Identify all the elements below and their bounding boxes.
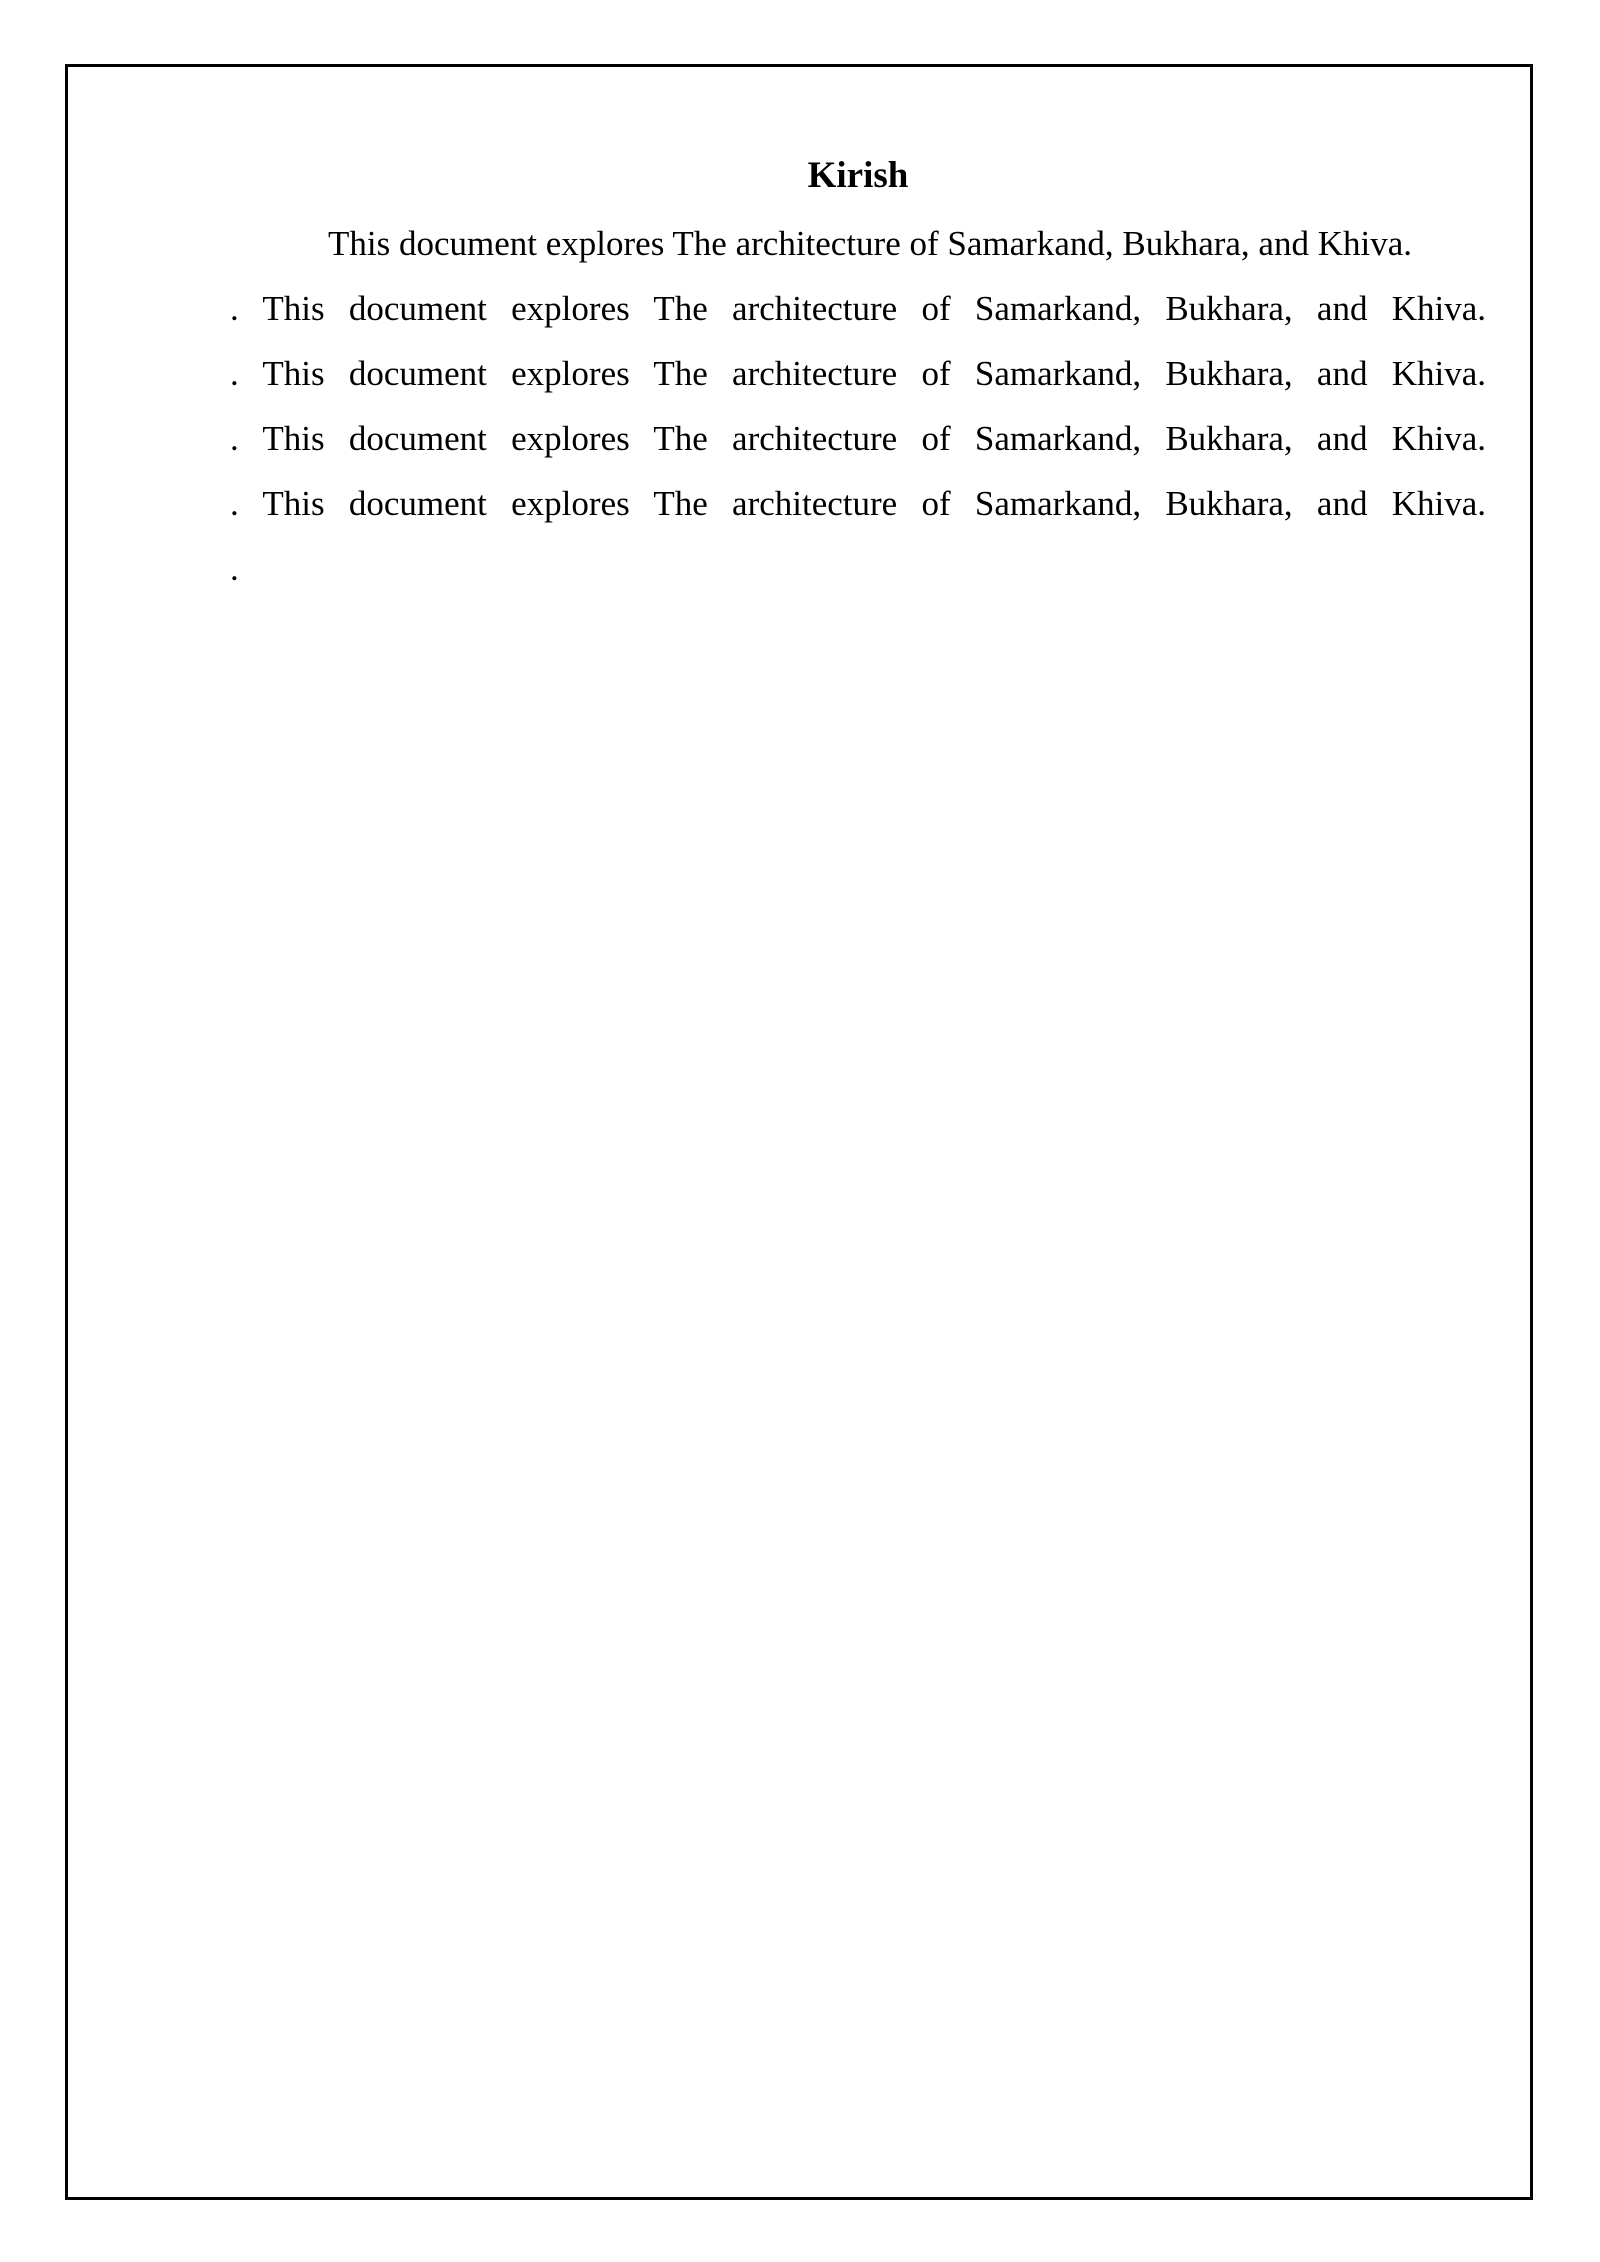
body-paragraph: . This document explores The architecture of Samarkand, Bukhara, and Khiva. — [230, 289, 1486, 328]
body-paragraph: This document explores The architecture of Samarkand, Bukhara, and Khiva. — [328, 224, 1412, 263]
body-paragraph: . This document explores The architecture of Samarkand, Bukhara, and Khiva. — [230, 484, 1486, 523]
trailing-period: . — [230, 549, 239, 588]
section-heading: Kirish — [807, 155, 909, 196]
body-paragraph: . This document explores The architecture of Samarkand, Bukhara, and Khiva. — [230, 354, 1486, 393]
document-body — [230, 146, 1486, 601]
body-paragraph: . This document explores The architecture of Samarkand, Bukhara, and Khiva. — [230, 419, 1486, 458]
